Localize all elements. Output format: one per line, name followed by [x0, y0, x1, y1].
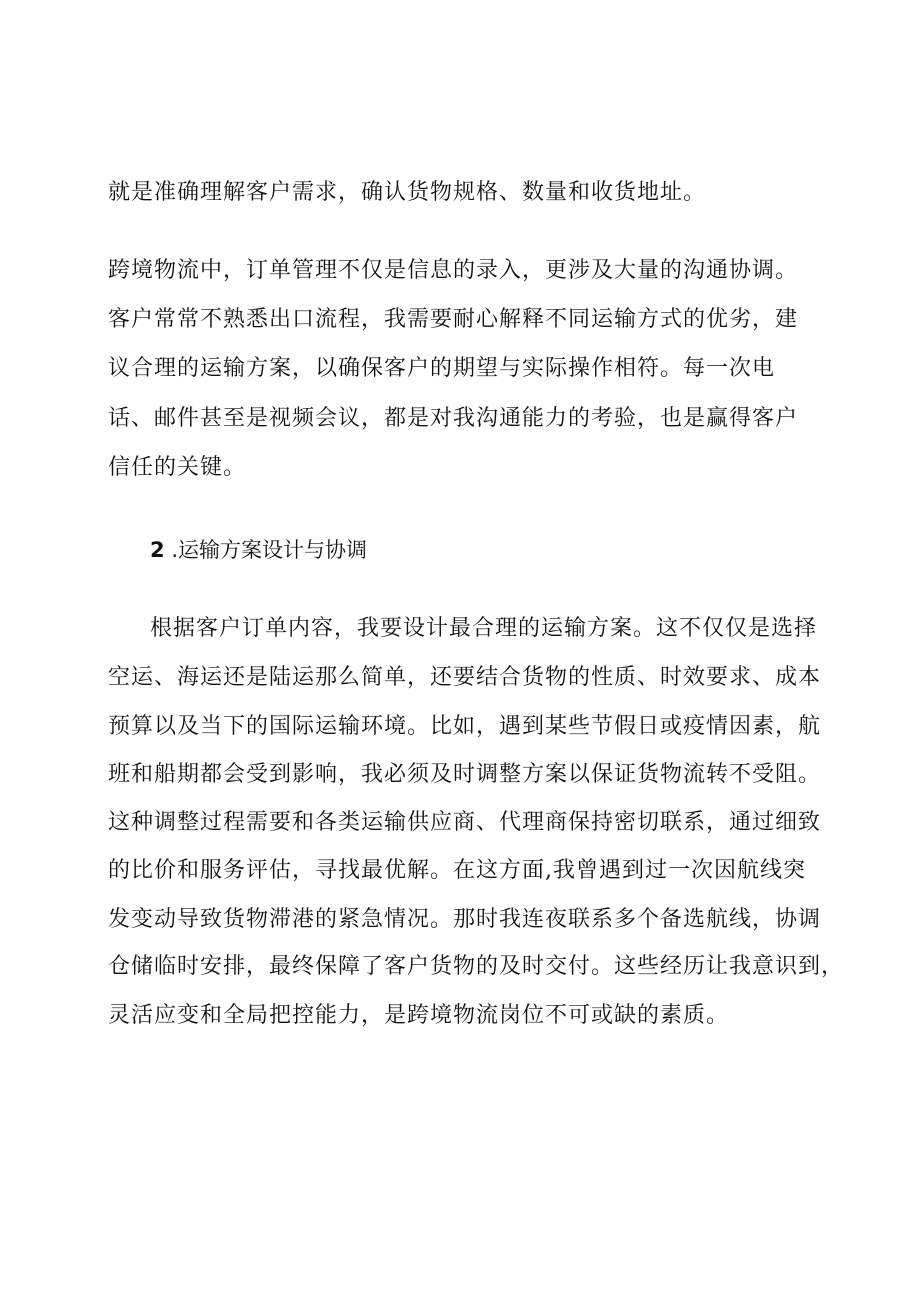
paragraph-3-line-6: 的比价和服务评估，寻找最优解。在这方面,我曾遇到过一次因航线突	[108, 858, 806, 883]
paragraph-3-line-9: 灵活应变和全局把控能力，是跨境物流岗位不可或缺的素质。	[108, 1003, 730, 1028]
paragraph-3-line-5: 这种调整过程需要和各类运输供应商、代理商保持密切联系，通过细致	[108, 810, 822, 835]
paragraph-2-line-1: 跨境物流中，订单管理不仅是信息的录入，更涉及大量的沟通协调。	[108, 258, 799, 283]
section-number: 2	[150, 538, 165, 562]
paragraph-2-line-4: 话、邮件甚至是视频会议，都是对我沟通能力的考验，也是赢得客户	[108, 406, 799, 431]
paragraph-3-line-3: 预算以及当下的国际运输环境。比如，遇到某些节假日或疫情因素，航	[108, 714, 822, 739]
section-title: .运输方案设计与协调	[171, 538, 367, 562]
paragraph-2-line-3: 议合理的运输方案，以确保客户的期望与实际操作相符。每一次电	[108, 356, 776, 381]
paragraph-3-line-4: 班和船期都会受到影响，我必须及时调整方案以保证货物流转不受阻。	[108, 762, 822, 787]
section-heading	[150, 535, 367, 565]
paragraph-3-line-1: 根据客户订单内容，我要设计最合理的运输方案。这不仅仅是选择	[150, 616, 818, 641]
paragraph-3-line-7: 发变动导致货物滞港的紧急情况。那时我连夜联系多个备选航线，协调	[108, 907, 822, 932]
paragraph-2-line-5: 信任的关键。	[108, 455, 247, 480]
paragraph-3-line-2: 空运、海运还是陆运那么简单，还要结合货物的性质、时效要求、成本	[108, 665, 822, 690]
paragraph-3-line-8: 仓储临时安排，最终保障了客户货物的及时交付。这些经历让我意识到，	[108, 954, 845, 979]
paragraph-1-line-1: 就是准确理解客户需求，确认货物规格、数量和收货地址。	[108, 180, 707, 205]
paragraph-2-line-2: 客户常常不熟悉出口流程，我需要耐心解释不同运输方式的优劣，建	[108, 307, 799, 332]
